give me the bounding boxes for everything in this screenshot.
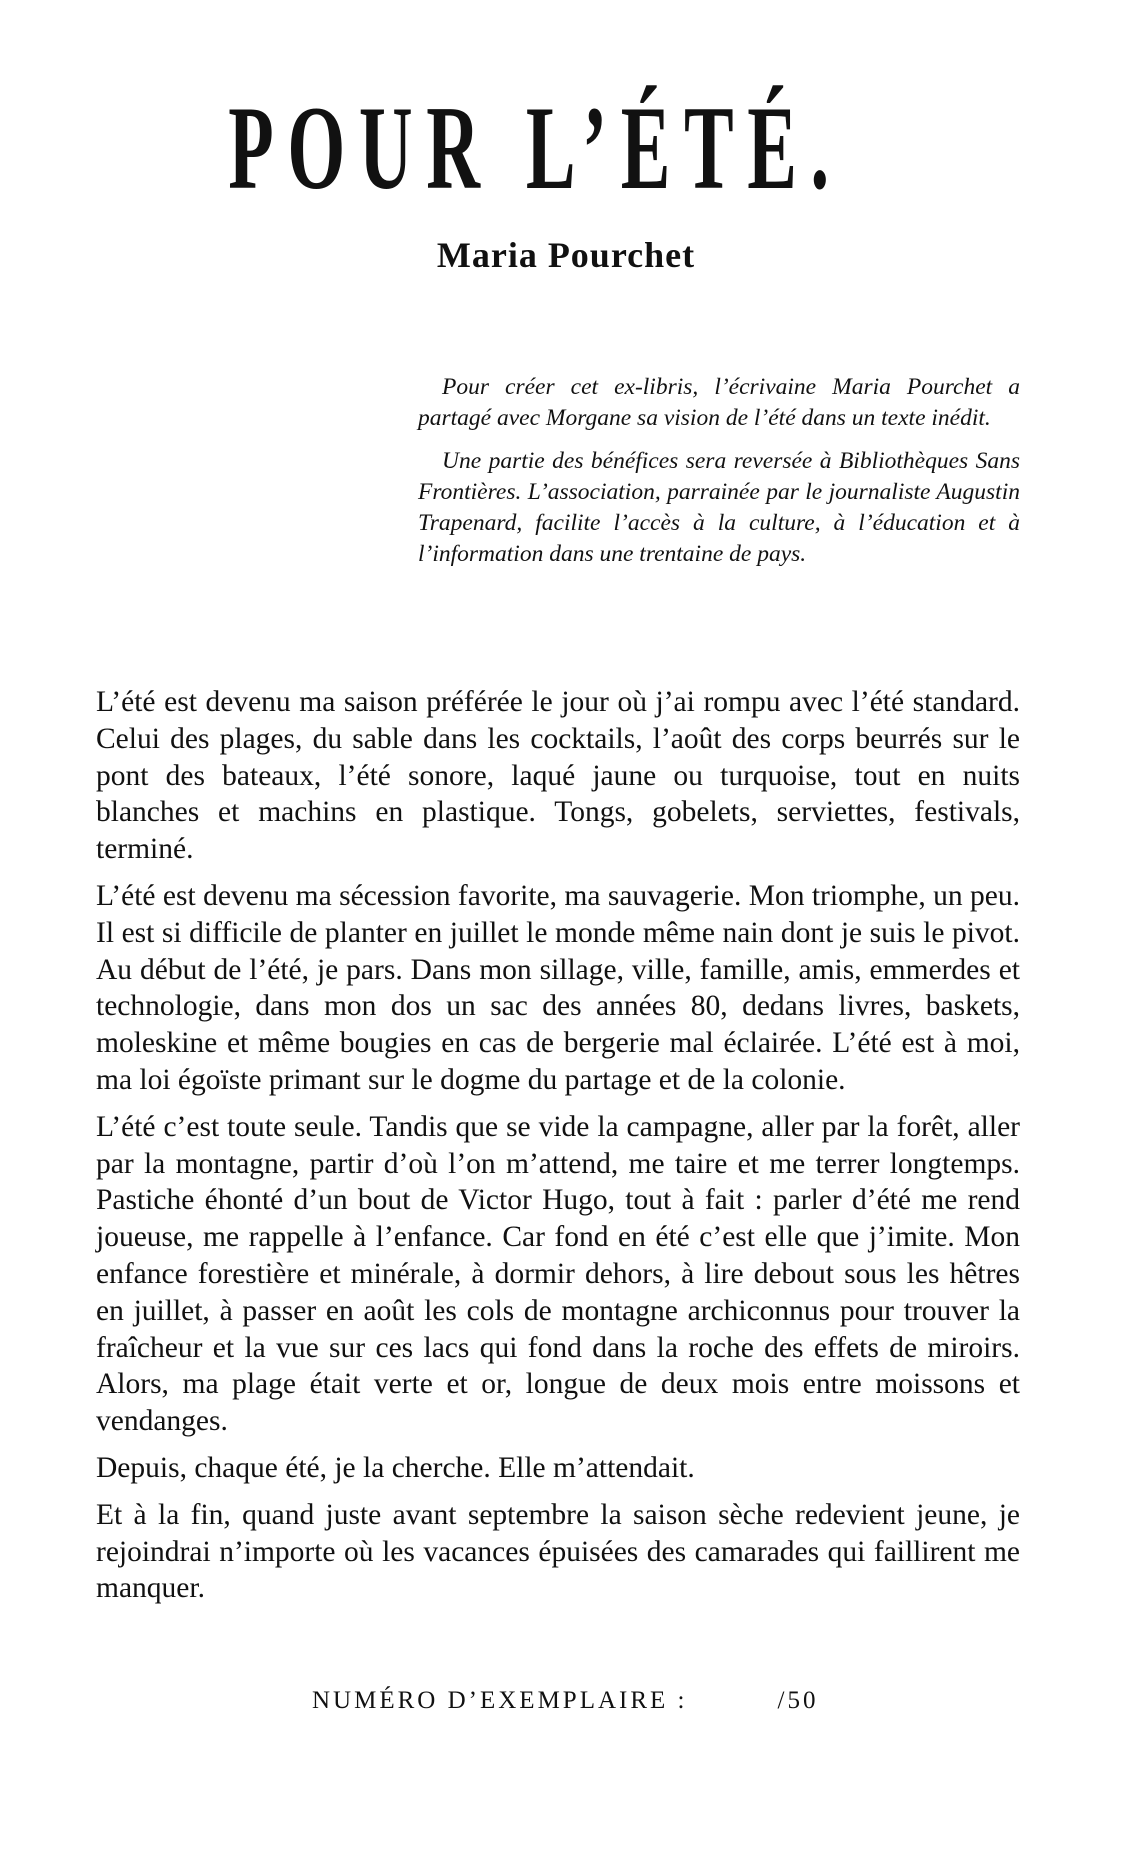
copy-number <box>312 1687 818 1715</box>
body-paragraph: Et à la fin, quand juste avant septembre la saison sèche redevient jeune, je rejoindrai n’importe où les vacances épuisées des camarades qui faillirent me manquer. <box>96 1498 1020 1605</box>
page-title-text: POUR L’ÉTÉ. <box>228 81 844 214</box>
body-paragraph: L’été c’est toute seule. Tandis que se vide la campagne, aller par la forêt, aller par la montagne, partir d’où l’on m’attend, me taire et me terrer longtemps. Pastiche éhonté d’un bout de Victor Hugo, tout à fait : parler d’été me rend joueuse, me rappelle à l’enfance. Car fond en été c’est elle que j’imite. Mon enfance forestière et minérale, à dormir dehors, à lire debout sous les hêtres en juillet, à passer en août les cols de montagne archiconnus pour trouver la fraîcheur et la vue sur ces lacs qui fond dans la roche des effets de miroirs. Alors, ma plage était verte et or, longue de deux mois entre moissons et vendanges. <box>96 1110 1020 1438</box>
body-paragraph: L’été est devenu ma saison préférée le jour où j’ai rompu avec l’été standard. Celui des plages, du sable dans les cocktails, l’août des corps beurrés sur le pont des bateaux, l’été sonore, laqué jaune ou turquoise, tout en nuits blanches et machins en plastique. Tongs, gobelets, serviettes, festivals, terminé. <box>96 686 1020 866</box>
intro-paragraph: Pour créer cet ex-libris, l’écrivaine Maria Pourchet a partagé avec Morgane sa vision de l’été dans un texte inédit. <box>418 374 1020 431</box>
copy-number-label: NUMÉRO D’EXEMPLAIRE : <box>312 1687 688 1714</box>
copy-number-total: /50 <box>777 1687 819 1714</box>
intro-note <box>418 372 1020 582</box>
page-title <box>0 81 1132 214</box>
body-paragraph: L’été est devenu ma sécession favorite, ma sauvagerie. Mon triomphe, un peu. Il est si difficile de planter en juillet le monde même nain dont je suis le pivot. Au début de l’été, je pars. Dans mon sillage, ville, famille, amis, emmerdes et technologie, dans mon dos un sac des années 80, dedans livres, baskets, moleskine et même bougies en cas de bergerie mal éclairée. L’été est à moi, ma loi égoïste primant sur le dogme du partage et de la colonie. <box>96 879 1020 1096</box>
body-paragraph: Depuis, chaque été, je la cherche. Elle m’attendait. <box>96 1451 695 1484</box>
intro-paragraph: Une partie des bénéfices sera reversée à Bibliothèques Sans Frontières. L’association, parrainée par le journaliste Augustin Trapenard, facilite l’accès à la culture, à l’éducation et à l’information dans une trentaine de pays. <box>418 448 1020 567</box>
body-text <box>96 684 1020 1617</box>
author-name: Maria Pourchet <box>436 235 696 275</box>
